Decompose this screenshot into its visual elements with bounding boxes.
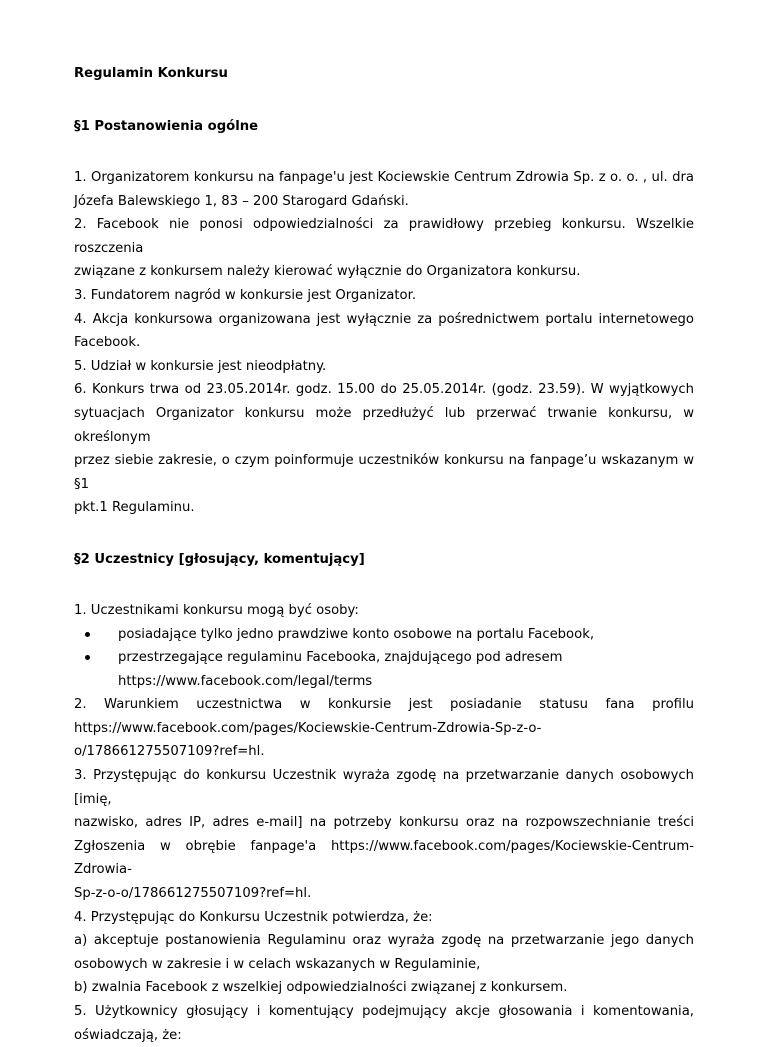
paragraph-1-2-line: związane z konkursem należy kierować wyłącznie do Organizatora konkursu.: [74, 264, 581, 280]
bullet-text: https://www.facebook.com/legal/terms: [118, 673, 373, 689]
paragraph-2-4-line: 4. Przystępując do Konkursu Uczestnik potwierdza, że:: [74, 909, 433, 925]
paragraph-1-6-line: pkt.1 Regulaminu.: [74, 500, 195, 516]
paragraph-2-5-line: oświadczają, że:: [74, 1027, 182, 1043]
list-item: [74, 670, 694, 694]
paragraph-1-1-line: Józefa Balewskiego 1, 83 – 200 Starogard Gdański.: [74, 193, 409, 209]
section-1-heading: §1 Postanowienia ogólne: [74, 119, 259, 134]
paragraph-1-6-line: sytuacjach Organizator konkursu może przedłużyć lub przerwać trwanie konkursu, w określonym: [74, 405, 694, 445]
paragraph-2-4a-line: a) akceptuje postanowienia Regulaminu oraz wyraża zgodę na przetwarzanie jego danych: [74, 933, 694, 949]
paragraph-2-5-line: 5. Użytkownicy głosujący i komentujący podejmujący akcje głosowania i komentowania,: [74, 1004, 694, 1019]
paragraph-2-3-line: Sp-z-o-o/178661275507109?ref=hl.: [74, 886, 312, 902]
paragraph-2-4b-line: b) zwalnia Facebook z wszelkiej odpowiedzialności związanej z konkursem.: [74, 980, 568, 996]
document-title: Regulamin Konkursu: [74, 66, 228, 81]
paragraph-1-4-line: 4. Akcja konkursowa organizowana jest wyłącznie za pośrednictwem portalu internetowego: [74, 311, 694, 327]
bullet-icon: [85, 655, 90, 660]
section-2-body: [74, 599, 694, 1047]
paragraph-1-3-line: 3. Fundatorem nagród w konkursie jest Organizator.: [74, 287, 417, 303]
section-2-heading: §2 Uczestnicy [głosujący, komentujący]: [74, 551, 365, 567]
bullet-text: posiadające tylko jedno prawdziwe konto osobowe na portalu Facebook,: [118, 626, 595, 642]
participants-bullet-list: [74, 623, 694, 694]
bullet-text: przestrzegające regulaminu Facebooka, znajdującego pod adresem: [118, 650, 563, 666]
bullet-icon: [85, 632, 90, 637]
paragraph-2-2-line: o/178661275507109?ref=hl.: [74, 744, 265, 760]
paragraph-2-3-line: nazwisko, adres IP, adres e-mail] na potrzeby konkursu oraz na rozpowszechnianie treści: [74, 815, 694, 831]
list-item: [74, 623, 694, 647]
paragraph-2-3-line: 3. Przystępując do konkursu Uczestnik wyraża zgodę na przetwarzanie danych osobowych [imię,: [74, 768, 694, 807]
paragraph-1-2-line: 2. Facebook nie ponosi odpowiedzialności za prawidłowy przebieg konkursu. Wszelkie roszczenia: [74, 217, 694, 256]
paragraph-2-3-line: Zgłoszenia w obrębie fanpage'a https://www.facebook.com/pages/Kociewskie-Centrum-Zdrowia-: [74, 838, 694, 878]
paragraph-2-2-line: https://www.facebook.com/pages/Kociewskie-Centrum-Zdrowia-Sp-z-o-: [74, 720, 542, 736]
paragraph-1-6-line: 6. Konkurs trwa od 23.05.2014r. godz. 15.00 do 25.05.2014r. (godz. 23.59). W wyjątkowych: [74, 382, 694, 398]
paragraph-1-4-line: Facebook.: [74, 335, 141, 351]
paragraph-2-4a-line: osobowych w zakresie i w celach wskazanych w Regulaminie,: [74, 956, 481, 972]
paragraph-2-1-intro: 1. Uczestnikami konkursu mogą być osoby:: [74, 602, 359, 618]
list-item: [74, 646, 694, 670]
paragraph-1-5-line: 5. Udział w konkursie jest nieodpłatny.: [74, 358, 327, 374]
section-1-body: [74, 166, 694, 520]
paragraph-2-2-line: 2. Warunkiem uczestnictwa w konkursie jest posiadanie statusu fana profilu: [74, 697, 694, 713]
paragraph-1-6-line: przez siebie zakresie, o czym poinformuje uczestników konkursu na fanpage’u wskazanym w §1: [74, 453, 694, 492]
paragraph-1-1-line: 1. Organizatorem konkursu na fanpage'u jest Kociewskie Centrum Zdrowia Sp. z o. o. , ul. dra: [74, 170, 694, 185]
